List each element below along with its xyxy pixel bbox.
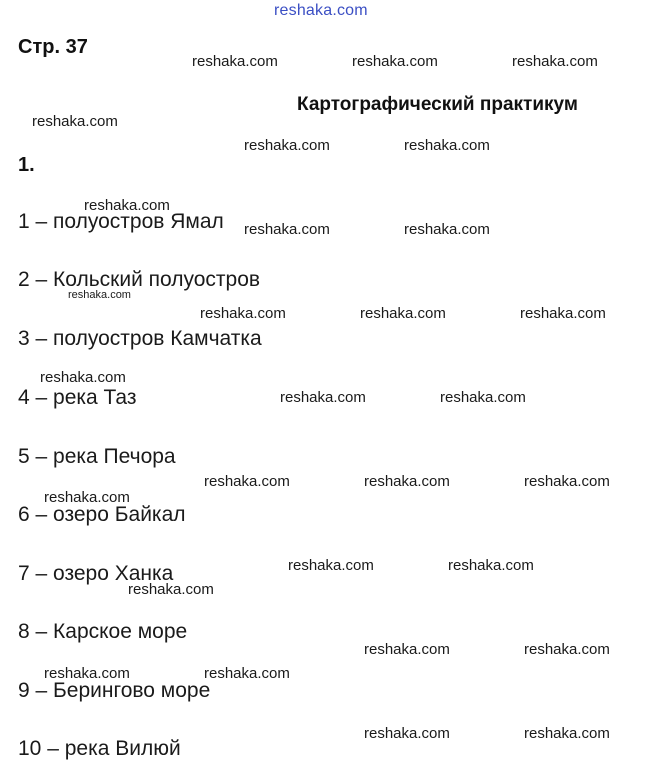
watermark: reshaka.com bbox=[524, 641, 610, 658]
watermark: reshaka.com bbox=[204, 665, 290, 682]
answer-item-2: 2 – Кольский полуостров bbox=[18, 268, 261, 291]
watermark: reshaka.com bbox=[364, 725, 450, 742]
watermark: reshaka.com bbox=[352, 53, 438, 70]
watermark: reshaka.com bbox=[512, 53, 598, 70]
watermark: reshaka.com bbox=[244, 137, 330, 154]
watermark: reshaka.com bbox=[44, 489, 130, 506]
task-number: 1. bbox=[18, 154, 35, 176]
watermark: reshaka.com bbox=[360, 305, 446, 322]
watermark: reshaka.com bbox=[204, 473, 290, 490]
watermark: reshaka.com bbox=[200, 305, 286, 322]
watermark: reshaka.com bbox=[404, 137, 490, 154]
watermark: reshaka.com bbox=[32, 113, 118, 130]
site-watermark-top: reshaka.com bbox=[274, 2, 368, 19]
watermark: reshaka.com bbox=[448, 557, 534, 574]
watermark: reshaka.com bbox=[84, 197, 170, 214]
watermark: reshaka.com bbox=[40, 369, 126, 386]
watermark: reshaka.com bbox=[128, 581, 214, 598]
answer-item-6: 6 – озеро Байкал bbox=[18, 503, 186, 526]
answer-item-5: 5 – река Печора bbox=[18, 445, 176, 468]
answer-item-1: 1 – полуостров Ямал bbox=[18, 210, 224, 233]
watermark: reshaka.com bbox=[364, 473, 450, 490]
watermark: reshaka.com bbox=[364, 641, 450, 658]
answer-item-7: 7 – озеро Ханка bbox=[18, 562, 174, 585]
answer-item-8: 8 – Карское море bbox=[18, 620, 188, 643]
watermark: reshaka.com bbox=[520, 305, 606, 322]
watermark: reshaka.com bbox=[524, 725, 610, 742]
answer-item-10: 10 – река Вилюй bbox=[18, 737, 181, 760]
answer-item-9: 9 – Берингово море bbox=[18, 679, 211, 702]
watermark: reshaka.com bbox=[288, 557, 374, 574]
watermark: reshaka.com bbox=[68, 289, 131, 301]
watermark: reshaka.com bbox=[244, 221, 330, 238]
watermark: reshaka.com bbox=[524, 473, 610, 490]
watermark: reshaka.com bbox=[440, 389, 526, 406]
watermark: reshaka.com bbox=[404, 221, 490, 238]
page-label: Стр. 37 bbox=[18, 36, 88, 58]
watermark: reshaka.com bbox=[280, 389, 366, 406]
watermark: reshaka.com bbox=[44, 665, 130, 682]
watermark: reshaka.com bbox=[192, 53, 278, 70]
section-title: Картографический практикум bbox=[297, 94, 578, 115]
answer-item-4: 4 – река Таз bbox=[18, 386, 137, 409]
answer-item-3: 3 – полуостров Камчатка bbox=[18, 327, 262, 350]
